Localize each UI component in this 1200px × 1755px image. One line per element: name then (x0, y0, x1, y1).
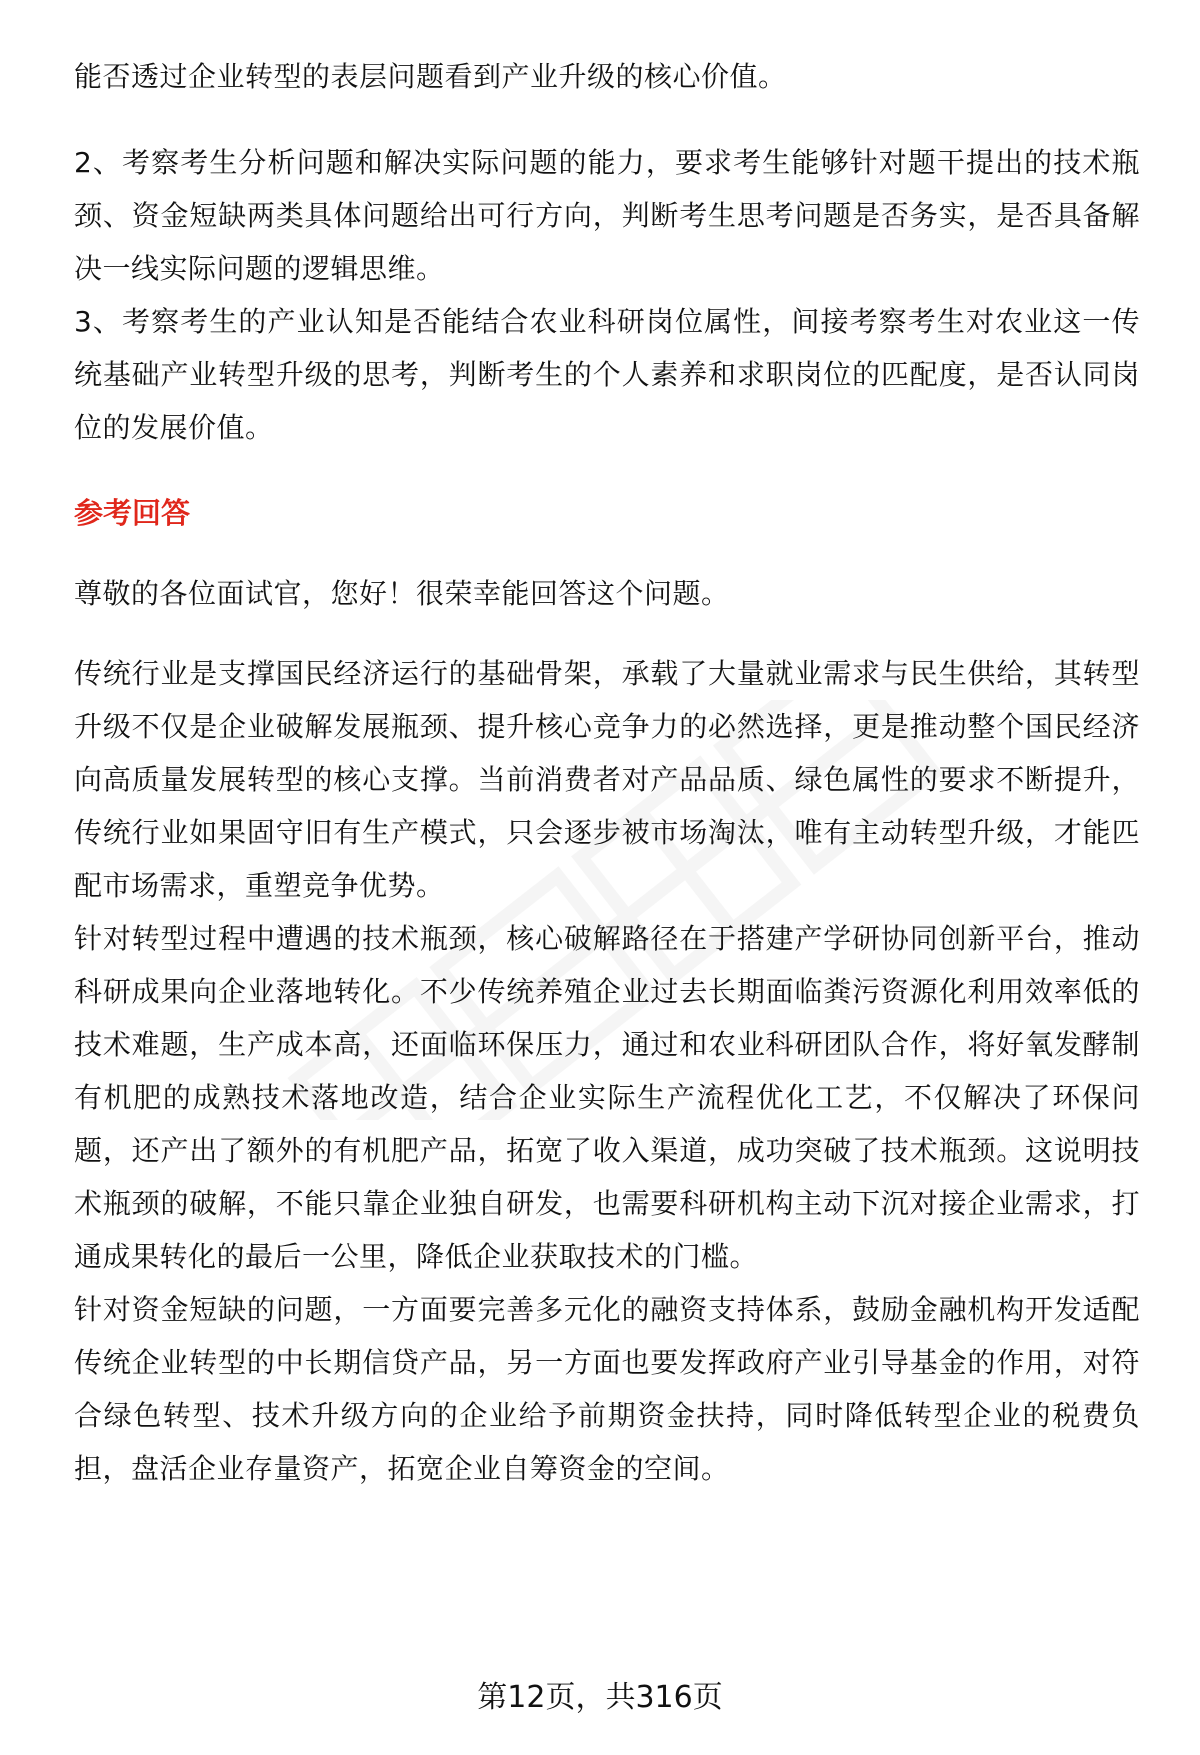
point-2: 2、考察考生分析问题和解决实际问题的能力，要求考生能够针对题干提出的技术瓶颈、资金短缺两类具体问题给出可行方向，判断考生思考问题是否务实，是否具备解决一线实际问题的逻辑思维。 (74, 146, 1140, 285)
greeting: 尊敬的各位面试官，您好！很荣幸能回答这个问题。 (74, 577, 730, 610)
content-body (74, 50, 1140, 1495)
section-heading: 参考回答 (74, 496, 191, 530)
answer-paragraph-2: 针对转型过程中遭遇的技术瓶颈，核心破解路径在于搭建产学研协同创新平台，推动科研成果向企业落地转化。不少传统养殖企业过去长期面临粪污资源化利用效率低的技术难题，生产成本高，还面临环保压力，通过和农业科研团队合作，将好氧发酵制有机肥的成熟技术落地改造，结合企业实际生产流程优化工艺，不仅解决了环保问题，还产出了额外的有机肥产品，拓宽了收入渠道，成功突破了技术瓶颈。这说明技术瓶颈的破解，不能只靠企业独自研发，也需要科研机构主动下沉对接企业需求，打通成果转化的最后一公里，降低企业获取技术的门槛。 (74, 922, 1140, 1273)
point-3: 3、考察考生的产业认知是否能结合农业科研岗位属性，间接考察考生对农业这一传统基础产业转型升级的思考，判断考生的个人素养和求职岗位的匹配度，是否认同岗位的发展价值。 (74, 305, 1140, 444)
answer-paragraph-1: 传统行业是支撑国民经济运行的基础骨架，承载了大量就业需求与民生供给，其转型升级不仅是企业破解发展瓶颈、提升核心竞争力的必然选择，更是推动整个国民经济向高质量发展转型的核心支撑。当前消费者对产品品质、绿色属性的要求不断提升，传统行业如果固守旧有生产模式，只会逐步被市场淘汰，唯有主动转型升级，才能匹配市场需求，重塑竞争优势。 (74, 657, 1140, 902)
answer-paragraph-3: 针对资金短缺的问题，一方面要完善多元化的融资支持体系，鼓励金融机构开发适配传统企业转型的中长期信贷产品，另一方面也要发挥政府产业引导基金的作用，对符合绿色转型、技术升级方向的企业给予前期资金扶持，同时降低转型企业的税费负担，盘活企业存量资产，拓宽企业自筹资金的空间。 (74, 1293, 1140, 1485)
page-number-footer: 第12页，共316页 (477, 1680, 723, 1715)
intro-line: 能否透过企业转型的表层问题看到产业升级的核心价值。 (74, 60, 787, 93)
